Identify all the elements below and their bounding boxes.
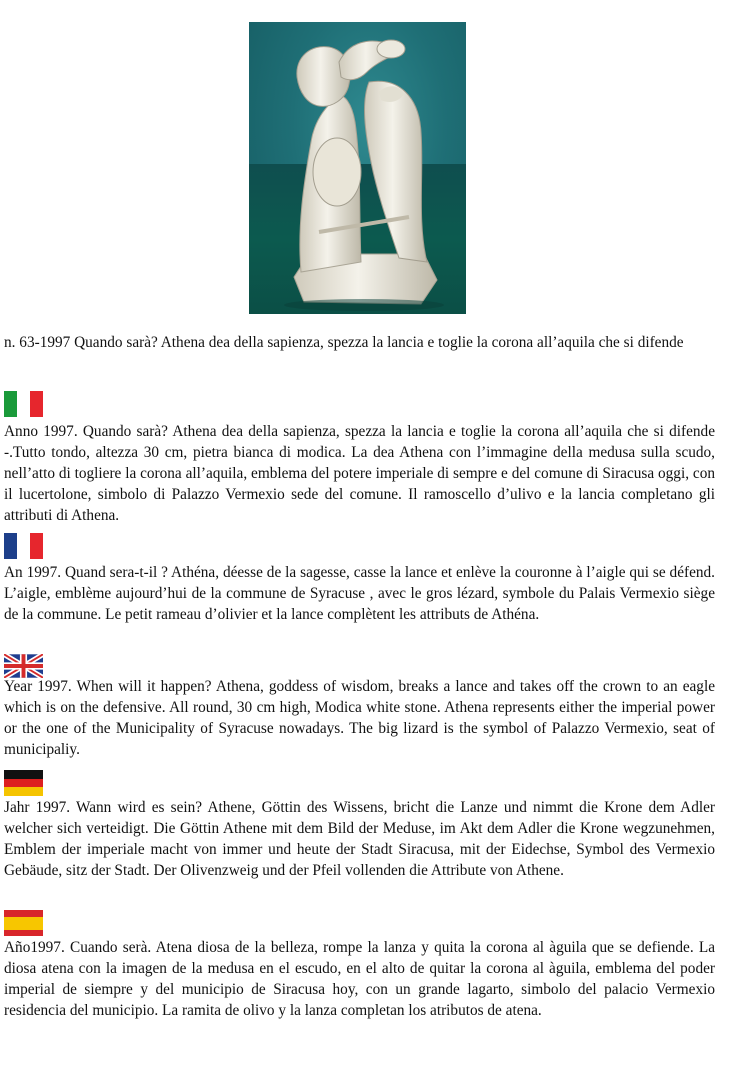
germany-flag-icon — [4, 770, 43, 796]
italy-flag-icon — [4, 391, 43, 417]
italian-paragraph: Anno 1997. Quando sarà? Athena dea della sapienza, spezza la lancia e toglie la corona all’aquila che si difende -.Tutto tondo, altezza 30 cm, pietra bianca di modica. La dea Athena con l’immagine della medusa sulla scudo, nell’atto di togliere la corona all’aquila, emblema del potere imperiale di sempre e del comune di Siracusa oggi, con il lucertolone, simbolo di Palazzo Vermexio sede del comune. Il ramoscello d’ulivo e la lancia completano gli attributi di Athena. — [4, 423, 715, 524]
german-paragraph: Jahr 1997. Wann wird es sein? Athene, Göttin des Wissens, bricht die Lanze und nimmt die Krone dem Adler welcher sich verteidigt. Die Göttin Athene mit dem Bild der Meduse, im Akt dem Adler die Krone wegzunehmen, Emblem der imperiale macht von immer und heute der Stadt Siracusa, mit der Eidechse, Symbol des Vermexio Gebäude, sitz der Stadt. Der Olivenzweig und der Pfeil vollenden die Attribute von Athene. — [4, 799, 715, 879]
spanish-paragraph: Año1997. Cuando serà. Atena diosa de la belleza, rompe la lanza y quita la corona al àguila que se defiende. La diosa atena con la imagen de la medusa en el escudo, en el alto de quitar la corona al àguila, emblema del poder imperial de siempre y del municipio de Siracusa hoy, con un grande lagarto, simbolo del palacio Vermexio residencia del municipio. La ramita de olivo y la lanza completan los atributos de atena. — [4, 939, 715, 1019]
statue-icon — [249, 22, 466, 314]
uk-flag-icon — [4, 654, 43, 678]
france-flag-icon — [4, 533, 43, 559]
caption: n. 63-1997 Quando sarà? Athena dea della sapienza, spezza la lancia e toglie la corona all’aquila che si difende — [4, 334, 684, 351]
spain-flag-icon — [4, 910, 43, 936]
french-paragraph: An 1997. Quand sera-t-il ? Athéna, déesse de la sagesse, casse la lance et enlève la couronne à l’aigle qui se défend. L’aigle, emblème aujourd’hui de la commune de Syracuse , avec le gros lézard, symbole du Palais Vermexio siège de la commune. Le petit rameau d’olivier et la lance complètent les attributs de Athéna. — [4, 564, 715, 623]
english-paragraph: Year 1997. When will it happen? Athena, goddess of wisdom, breaks a lance and takes off the crown to an eagle which is on the defensive. All round, 30 cm high, Modica white stone. Athena represents either the imperial power or the one of the Municipality of Syracuse nowadays. The big lizard is the symbol of Palazzo Vermexio, seat of municipaliy. — [4, 678, 715, 758]
statue-photo — [249, 22, 466, 314]
